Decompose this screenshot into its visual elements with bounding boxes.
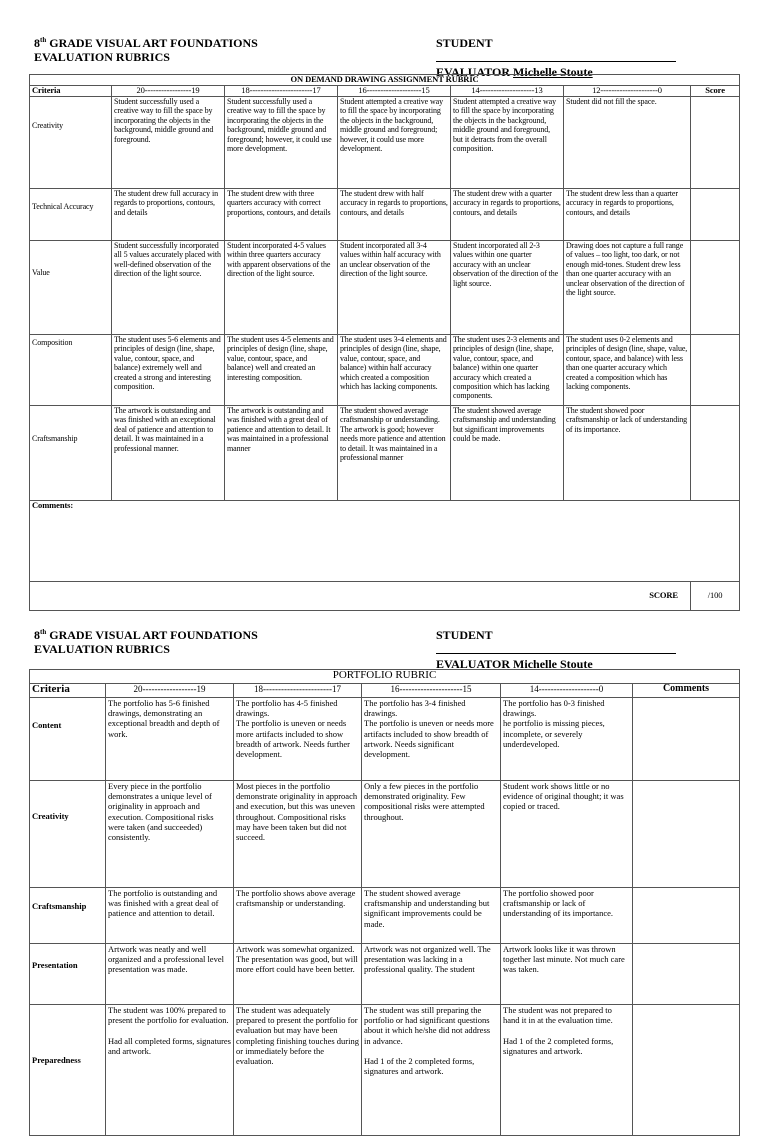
rubric-cell: The student drew with a quarter accuracy in regards to proportions, contours, and details [451,189,564,241]
rubric-cell: The artwork is outstanding and was finished with an exceptional deal of patience and attention to detail. It was maintained in a professional manner. [112,406,225,501]
student-line: STUDENT [436,36,734,65]
course-title-block [34,628,258,656]
rubric-cell: The student was 100% prepared to present the portfolio for evaluation. Had all completed forms, signatures and artwork. [106,1005,234,1136]
comment-cell[interactable] [633,698,740,781]
table-row [30,698,740,781]
rubric-cell: Student incorporated all 2-3 values within one quarter accuracy with an unclear observation of the direction of the light source. [451,241,564,335]
drawing-rubric-table [29,74,740,611]
rubric-header-row [30,86,740,97]
rubric-cell: The student uses 5-6 elements and principles of design (line, shape, value, contour, space, and balance) extremely well and created a strong and interesting composition. [112,335,225,406]
rubric-cell: Student work shows little or no evidence of original thought; it was copied or traced. [501,781,633,888]
rubric-cell: Student incorporated all 3-4 values within half accuracy with an unclear observation of the direction of the light source. [338,241,451,335]
table-row [30,241,740,335]
score-cell[interactable] [691,241,740,335]
student-name-field[interactable] [436,642,676,654]
total-score-field[interactable]: /100 [691,582,740,611]
rubric-cell: Student incorporated 4-5 values within three quarters accuracy with apparent observations of the direction of the light source. [225,241,338,335]
rubric-cell: Every piece in the portfolio demonstrates a unique level of originality in approach and execution. Compositional risks were taken (and succeeded) consistently. [106,781,234,888]
rubric-cell: The portfolio has 4-5 finished drawings. The portfolio is uneven or needs more artifacts included to show breadth of artwork. Needs further development. [234,698,362,781]
comments-label: Comments: [32,500,74,510]
level-header: 14--------------------13 [451,86,564,97]
level-header: 20-----------------19 [112,86,225,97]
table-row [30,888,740,944]
table-row [30,189,740,241]
course-title-block [34,36,258,64]
score-cell[interactable] [691,97,740,189]
rubric-cell: The student drew full accuracy in regards to proportions, contours, and details [112,189,225,241]
criterion-label: Technical Accuracy [30,189,112,241]
student-name-field[interactable] [436,50,676,62]
rubric-cell: Artwork was somewhat organized. The presentation was good, but will more effort could have been better. [234,944,362,1005]
rubric-cell: The student showed poor craftsmanship or lack of understanding of its importance. [564,406,691,501]
table-row [30,406,740,501]
course-subtitle: EVALUATION RUBRICS [34,50,170,64]
rubric-cell: The student was adequately prepared to present the portfolio for evaluation but may have been completing finishing touches during or immediately before the evaluation. [234,1005,362,1136]
comment-cell[interactable] [633,781,740,888]
criteria-header: Criteria [30,86,112,97]
criterion-label: Content [30,698,106,781]
course-title: 8th GRADE VISUAL ART FOUNDATIONS [34,628,258,642]
criteria-header: Criteria [30,684,106,698]
level-header: 16--------------------15 [338,86,451,97]
score-cell[interactable] [691,335,740,406]
rubric-cell: The student showed average craftsmanship or understanding. The artwork is good; however needs more patience and attention to detail. It was maintained in a professional manner [338,406,451,501]
evaluator-line: EVALUATOR Michelle Stoute [436,657,593,671]
level-header: 18-----------------------17 [225,86,338,97]
table-row [30,1005,740,1136]
comments-field[interactable] [30,501,740,582]
level-header: 18-----------------------17 [234,684,362,698]
criterion-label: Composition [30,335,112,406]
student-block [436,36,734,79]
table-row [30,335,740,406]
comments-header: Comments [633,684,740,698]
score-cell[interactable] [691,189,740,241]
criterion-label: Preparedness [30,1005,106,1136]
comment-cell[interactable] [633,944,740,1005]
level-header: 20------------------19 [106,684,234,698]
rubric-cell: Most pieces in the portfolio demonstrate originality in approach and execution, but this was uneven throughout. Compositional risks may have been taken but did not succeed. [234,781,362,888]
rubric-cell: Artwork looks like it was thrown together last minute. Not much care was taken. [501,944,633,1005]
rubric-cell: Drawing does not capture a full range of values – too light, too dark, or not enough mid-tones. Student drew less than one quarter accuracy with an unclear observation of the direction of the light source. [564,241,691,335]
evaluator-line: EVALUATOR Michelle Stoute [436,65,593,79]
rubric-cell: The portfolio showed poor craftsmanship or lack of understanding of its importance. [501,888,633,944]
level-header: 16---------------------15 [362,684,501,698]
rubric-cell: The student showed average craftsmanship and understanding but significant improvements could be made. [451,406,564,501]
rubric-cell: The student was still preparing the portfolio or had significant questions about it which he/she did not address in advance. Had 1 of the 2 completed forms, signatures and artwork. [362,1005,501,1136]
rubric-header-row [30,684,740,698]
rubric-cell: The portfolio has 0-3 finished drawings. he portfolio is missing pieces, incomplete, or severely underdeveloped. [501,698,633,781]
criterion-label: Craftsmanship [30,406,112,501]
comment-cell[interactable] [633,1005,740,1136]
portfolio-rubric-table [29,669,740,1136]
rubric-cell: Artwork was neatly and well organized and a professional level presentation was made. [106,944,234,1005]
evaluator-name: Michelle Stoute [513,657,593,671]
rubric-cell: The student was not prepared to hand it in at the evaluation time. Had 1 of the 2 completed forms, signatures and artwork. [501,1005,633,1136]
comment-cell[interactable] [633,888,740,944]
rubric-cell: The student uses 0-2 elements and principles of design (line, shape, value, contour, space, and balance) with less than one quarter accuracy which created a composition which has lacking components. [564,335,691,406]
criterion-label: Creativity [30,781,106,888]
student-line: STUDENT [436,628,734,657]
total-score-label: SCORE [30,582,691,611]
rubric-cell: The student uses 4-5 elements and principles of design (line, shape, value, contour, space, and balance) well and created an interesting composition. [225,335,338,406]
rubric-cell: Student attempted a creative way to fill the space by incorporating the objects in the background, middle ground and foreground, but it detracts from the overall composition. [451,97,564,189]
table-row [30,97,740,189]
rubric-cell: The portfolio has 3-4 finished drawings. The portfolio is uneven or needs more artifacts included to show breadth of artwork. Needs significant development. [362,698,501,781]
rubric-cell: The portfolio has 5-6 finished drawings, demonstrating an exceptional breadth and depth of work. [106,698,234,781]
course-subtitle: EVALUATION RUBRICS [34,642,170,656]
student-block [436,628,734,671]
rubric-cell: The student uses 2-3 elements and principles of design (line, shape, value, contour, space, and balance) within one quarter accuracy which created a composition which has lacking components. [451,335,564,406]
criterion-label: Presentation [30,944,106,1005]
rubric-cell: The student drew less than a quarter accuracy in regards to proportions, contours, and details [564,189,691,241]
evaluator-name: Michelle Stoute [513,65,593,79]
criterion-label: Value [30,241,112,335]
score-cell[interactable] [691,406,740,501]
course-title: 8th GRADE VISUAL ART FOUNDATIONS [34,36,258,50]
rubric-cell: The student drew with half accuracy in regards to proportions, contours, and details [338,189,451,241]
rubric-cell: Student successfully incorporated all 5 values accurately placed with well-defined observation of the direction of the light source. [112,241,225,335]
rubric-cell: Artwork was not organized well. The presentation was lacking in a professional quality. The student [362,944,501,1005]
rubric-cell: The student showed average craftsmanship and understanding but significant improvements could be made. [362,888,501,944]
rubric-cell: Student attempted a creative way to fill the space by incorporating the objects in the background, middle ground and foreground; however, it could use more development. [338,97,451,189]
rubric-cell: Only a few pieces in the portfolio demonstrated originality. Few compositional risks were attempted throughout. [362,781,501,888]
rubric-cell: The student uses 3-4 elements and principles of design (line, shape, value, contour, space, and balance) within half accuracy which created a composition which has lacking components. [338,335,451,406]
rubric-title: ON DEMAND DRAWING ASSIGNMENT RUBRIC [30,75,740,86]
table-row [30,944,740,1005]
rubric-cell: Student successfully used a creative way to fill the space by incorporating the objects in the background, middle ground and foreground. [112,97,225,189]
rubric-cell: The portfolio shows above average craftsmanship or understanding. [234,888,362,944]
level-header: 14--------------------0 [501,684,633,698]
rubric-cell: The portfolio is outstanding and was finished with a great deal of patience and attention to detail. [106,888,234,944]
rubric-cell: The student drew with three quarters accuracy with correct proportions, contours, and details [225,189,338,241]
rubric-title: PORTFOLIO RUBRIC [30,670,740,684]
score-header: Score [691,86,740,97]
table-row [30,781,740,888]
criterion-label: Creativity [30,97,112,189]
rubric-cell: Student successfully used a creative way to fill the space by incorporating the objects in the background, middle ground and foreground; however, it could use more development. [225,97,338,189]
rubric-cell: Student did not fill the space. [564,97,691,189]
rubric-cell: The artwork is outstanding and was finished with a great deal of patience and attention to detail. It was maintained in a professional manner [225,406,338,501]
criterion-label: Craftsmanship [30,888,106,944]
level-header: 12---------------------0 [564,86,691,97]
